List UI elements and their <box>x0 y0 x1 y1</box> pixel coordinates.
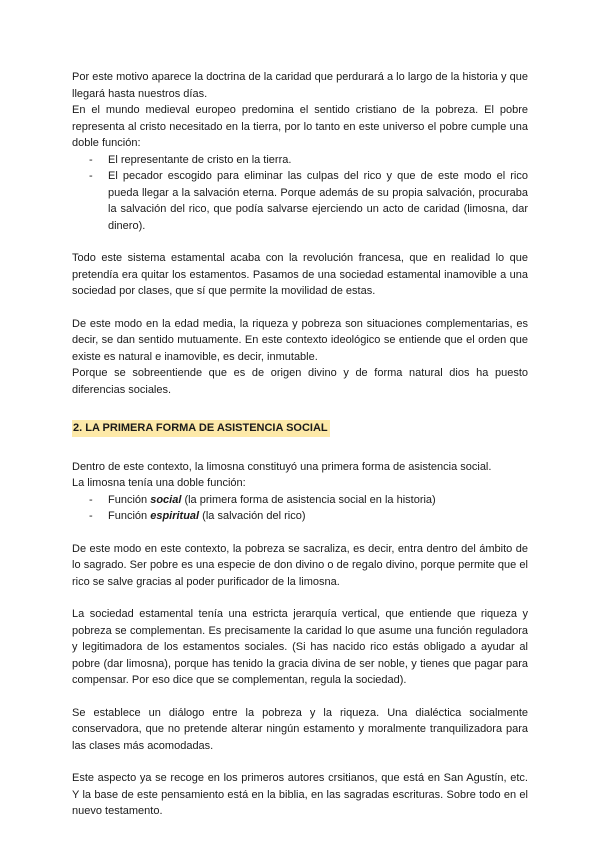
paragraph-dialogo: Se establece un diálogo entre la pobreza y la riqueza. Una dialéctica socialmente conservadora, que no pretende alterar ningún estamento y moralmente tranquilizadora para las clases más acomodadas. <box>72 706 528 752</box>
list-item: - El pecador escogido para eliminar las culpas del rico y que de este modo el rico pueda llegar a la salvación eterna. Porque además de su propia salvación, procuraba la salvación del rico, que podía salvarse ejerciendo un acto de caridad (limosna, dar dinero). <box>72 168 528 234</box>
list-item-funcion-espiritual: - Función espiritual (la salvación del rico) <box>72 508 528 525</box>
paragraph-mundo-medieval: En el mundo medieval europeo predomina el sentido cristiano de la pobreza. El pobre representa al cristo necesitado en la tierra, por lo tanto en este universo el pobre cumple una doble función: <box>72 104 528 149</box>
section-heading-wrapper <box>72 420 528 437</box>
paragraph-autores-cristianos: Este aspecto ya se recoge en los primeros autores crsitianos, que está en San Agustín, etc. Y la base de este pensamiento está en la biblia, en las sagradas escrituras. Sobre todo en el nuevo testamento. <box>72 772 528 817</box>
funciones-list <box>72 492 528 525</box>
doble-funcion-list <box>72 152 528 235</box>
paragraph-sacraliza: De este modo en este contexto, la pobreza se sacraliza, es decir, entra dentro del ámbito de lo sagrado. Ser pobre es una especie de don divino o de regalo divino, porque permite que el rico se salve gracias al poder purificador de la limosna. <box>72 542 528 588</box>
paragraph-revolucion: Todo este sistema estamental acaba con la revolución francesa, que en realidad lo que pretendía era quitar los estamentos. Pasamos de una sociedad estamental inamovible a una sociedad por clases, que sí que permite la movilidad de estas. <box>72 252 528 297</box>
paragraph-caridad: Por este motivo aparece la doctrina de la caridad que perdurará a lo largo de la historia y que llegará hasta nuestros días. <box>72 71 528 100</box>
paragraph-edad-media: De este modo en la edad media, la riqueza y pobreza son situaciones complementarias, es decir, se dan sentido mutuamente. En este contexto ideológico se entiende que el orden que existe es natural e inamovible, es decir, inmutable. <box>72 317 528 363</box>
paragraph-jerarquia: La sociedad estamental tenía una estricta jerarquía vertical, que entiende que riqueza y pobreza se complementan. Es precisamente la caridad lo que asume una función reguladora y legitimadora de los estamentos sociales. (Si has nacido rico estás obligado a ayudar al pobre (dar limosna), porque has tenido la gracia divina de ser noble, y tienes que pagar para compensar. Por eso dice que se complementan, regula la sociedad). <box>72 608 528 686</box>
paragraph-limosna-contexto: Dentro de este contexto, la limosna constituyó una primera forma de asistencia social. <box>72 460 492 473</box>
paragraph-limosna-funcion: La limosna tenía una doble función: <box>72 477 246 489</box>
section-heading: 2. LA PRIMERA FORMA DE ASISTENCIA SOCIAL <box>72 420 330 437</box>
list-item-funcion-social: - Función social (la primera forma de asistencia social en la historia) <box>72 492 528 509</box>
paragraph-origen-divino: Porque se sobreentiende que es de origen divino y de forma natural dios ha puesto diferencias sociales. <box>72 367 528 396</box>
list-item: - El representante de cristo en la tierra. <box>72 152 528 169</box>
emphasis-social: social <box>150 493 182 506</box>
emphasis-espiritual: espiritual <box>150 510 200 522</box>
